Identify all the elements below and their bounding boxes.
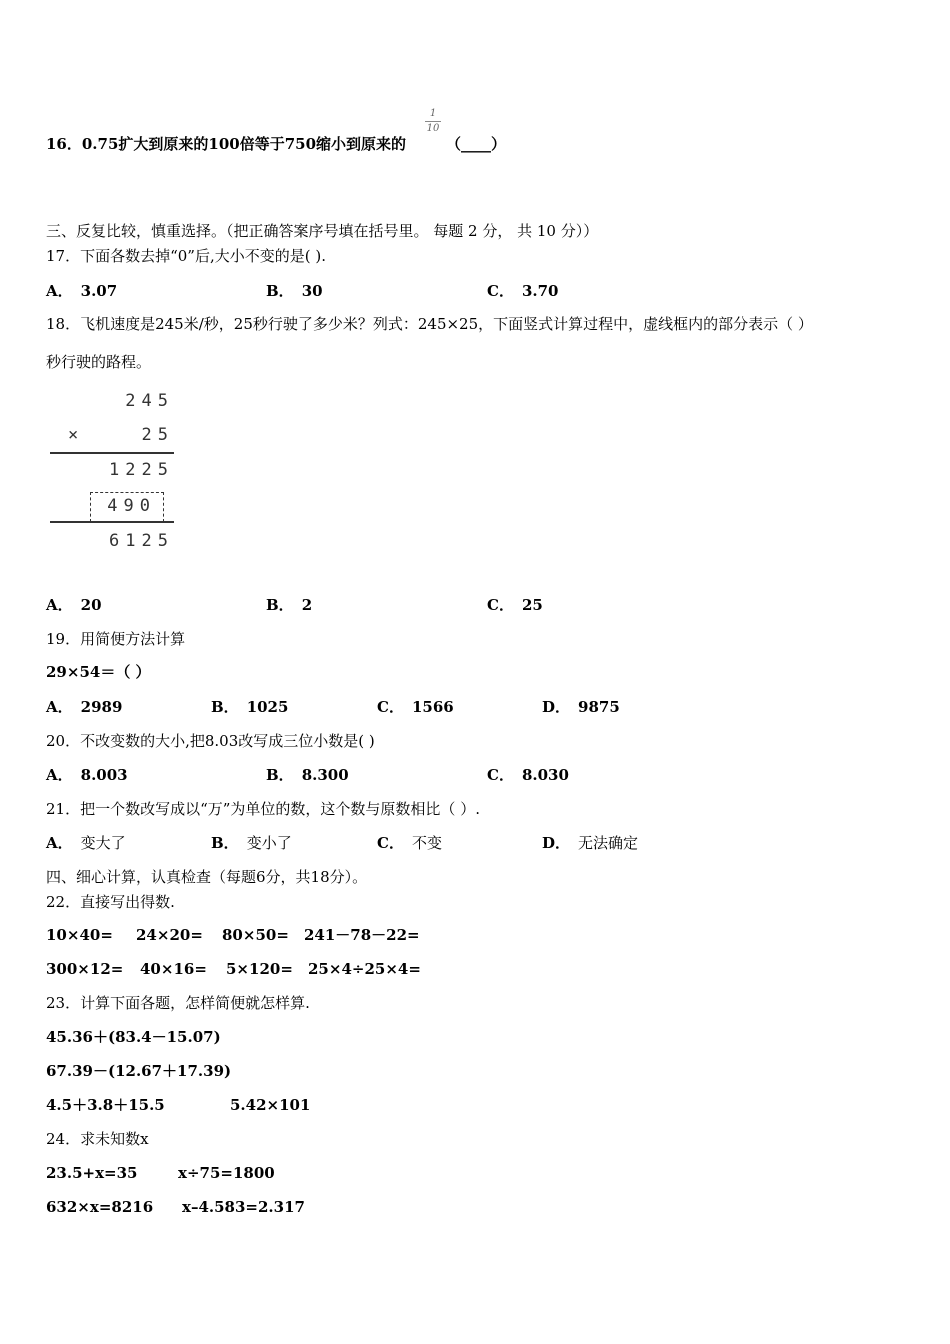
option-key: C． xyxy=(487,282,514,300)
question-20: 20．不改变数的大小,把8.03改写成三位小数是( ) xyxy=(46,732,375,750)
option-key: B． xyxy=(266,766,294,784)
q22-item: 25×4÷25×4= xyxy=(308,960,421,978)
q19-option-a[interactable] xyxy=(46,697,122,717)
q22-item: 300×12= xyxy=(46,960,124,978)
option-key: C． xyxy=(487,596,514,614)
option-value: 2989 xyxy=(80,698,123,716)
fraction-numerator: 1 xyxy=(429,108,437,119)
q20-option-b[interactable] xyxy=(266,765,349,785)
option-key: B． xyxy=(211,834,239,852)
calc-partial-1: 1225 xyxy=(109,460,174,480)
question-18: 18．飞机速度是245米/秒，25秒行驶了多少米？列式：245×25，下面竖式计算过程中，虚线框内的部分表示（ ） xyxy=(46,315,813,333)
q22-item: 24×20= xyxy=(136,926,203,944)
option-key: A． xyxy=(46,766,73,784)
q23-item: 67.39－(12.67＋17.39) xyxy=(46,1062,232,1080)
q22-item: 40×16= xyxy=(140,960,207,978)
q22-item: 241－78－22= xyxy=(304,926,420,944)
calc-rule-2 xyxy=(50,521,174,523)
times-icon: × xyxy=(68,425,79,445)
q24-item: x–4.583=2.317 xyxy=(182,1198,305,1216)
option-value: 3.70 xyxy=(521,282,559,300)
option-value: 9875 xyxy=(578,698,620,716)
q24-item: 23.5+x=35 xyxy=(46,1164,138,1182)
option-value: 8.030 xyxy=(521,766,569,784)
q18-option-a[interactable] xyxy=(46,595,102,615)
option-key: B． xyxy=(211,698,239,716)
vertical-multiplication xyxy=(46,388,186,558)
option-value: 8.003 xyxy=(80,766,128,784)
question-23: 23．计算下面各题，怎样简便就怎样算. xyxy=(46,994,310,1012)
q23-item: 45.36＋(83.4－15.07) xyxy=(46,1028,221,1046)
q21-option-d[interactable] xyxy=(542,833,638,853)
option-value: 2 xyxy=(301,596,313,614)
question-22: 22．直接写出得数. xyxy=(46,893,175,911)
option-value: 无法确定 xyxy=(578,834,639,852)
option-value: 25 xyxy=(521,596,543,614)
option-key: B． xyxy=(266,596,294,614)
q20-option-c[interactable] xyxy=(487,765,569,785)
option-value: 不变 xyxy=(411,834,442,852)
q19-option-b[interactable] xyxy=(211,697,288,717)
option-key: B． xyxy=(266,282,294,300)
fraction-denominator: 10 xyxy=(426,123,440,134)
q22-item: 5×120= xyxy=(226,960,293,978)
q22-item: 10×40= xyxy=(46,926,113,944)
option-key: D． xyxy=(542,698,571,716)
q21-option-c[interactable] xyxy=(377,833,442,853)
q24-item: x÷75=1800 xyxy=(178,1164,275,1182)
q17-option-c[interactable] xyxy=(487,281,559,301)
q23-item: 5.42×101 xyxy=(230,1096,311,1114)
option-key: A． xyxy=(46,282,73,300)
calc-product: 6125 xyxy=(109,531,174,551)
option-key: A． xyxy=(46,834,73,852)
calc-partial-2: 490 xyxy=(107,496,156,516)
q21-option-b[interactable] xyxy=(211,833,292,853)
question-16 xyxy=(46,134,406,154)
calc-multiplier: 25 xyxy=(141,425,174,445)
q21-option-a[interactable] xyxy=(46,833,126,853)
option-key: A． xyxy=(46,596,73,614)
q19-option-d[interactable] xyxy=(542,697,620,717)
option-key: C． xyxy=(377,834,404,852)
q19-option-c[interactable] xyxy=(377,697,454,717)
option-key: A． xyxy=(46,698,73,716)
question-24: 24．求未知数x xyxy=(46,1130,149,1148)
option-value: 变大了 xyxy=(80,834,126,852)
q18-option-c[interactable] xyxy=(487,595,543,615)
question-18-cont: 秒行驶的路程。 xyxy=(46,353,152,371)
section-4-heading: 四、细心计算，认真检查（每题6分，共18分）。 xyxy=(46,868,368,886)
question-17: 17．下面各数去掉“0”后,大小不变的是( ). xyxy=(46,247,326,265)
q22-item: 80×50= xyxy=(222,926,289,944)
calc-multiplicand: 245 xyxy=(125,391,174,411)
question-16-blank[interactable]: （____） xyxy=(446,135,507,153)
section-3-heading: 三、反复比较，慎重选择。（把正确答案序号填在括号里。 每题 2 分， 共 10 分）） xyxy=(46,222,599,240)
q17-option-a[interactable] xyxy=(46,281,117,301)
q20-option-a[interactable] xyxy=(46,765,128,785)
option-key: C． xyxy=(487,766,514,784)
q18-option-b[interactable] xyxy=(266,595,312,615)
q23-item: 4.5＋3.8＋15.5 xyxy=(46,1096,165,1114)
option-value: 1566 xyxy=(411,698,454,716)
option-value: 变小了 xyxy=(246,834,292,852)
question-19-expr: 29×54＝（ ） xyxy=(46,663,151,681)
option-key: D． xyxy=(542,834,571,852)
question-19: 19．用简便方法计算 xyxy=(46,630,186,648)
q24-item: 632×x=8216 xyxy=(46,1198,154,1216)
q17-option-b[interactable] xyxy=(266,281,323,301)
option-value: 20 xyxy=(80,596,102,614)
option-value: 3.07 xyxy=(80,282,118,300)
question-16-text: 16．0.75扩大到原来的100倍等于750缩小到原来的 xyxy=(46,135,407,153)
option-value: 1025 xyxy=(246,698,289,716)
option-key: C． xyxy=(377,698,404,716)
option-value: 30 xyxy=(301,282,323,300)
calc-rule-1 xyxy=(50,452,174,454)
option-value: 8.300 xyxy=(301,766,349,784)
fraction-one-tenth xyxy=(425,108,441,135)
question-21: 21．把一个数改写成以“万”为单位的数，这个数与原数相比（ ）. xyxy=(46,800,480,818)
